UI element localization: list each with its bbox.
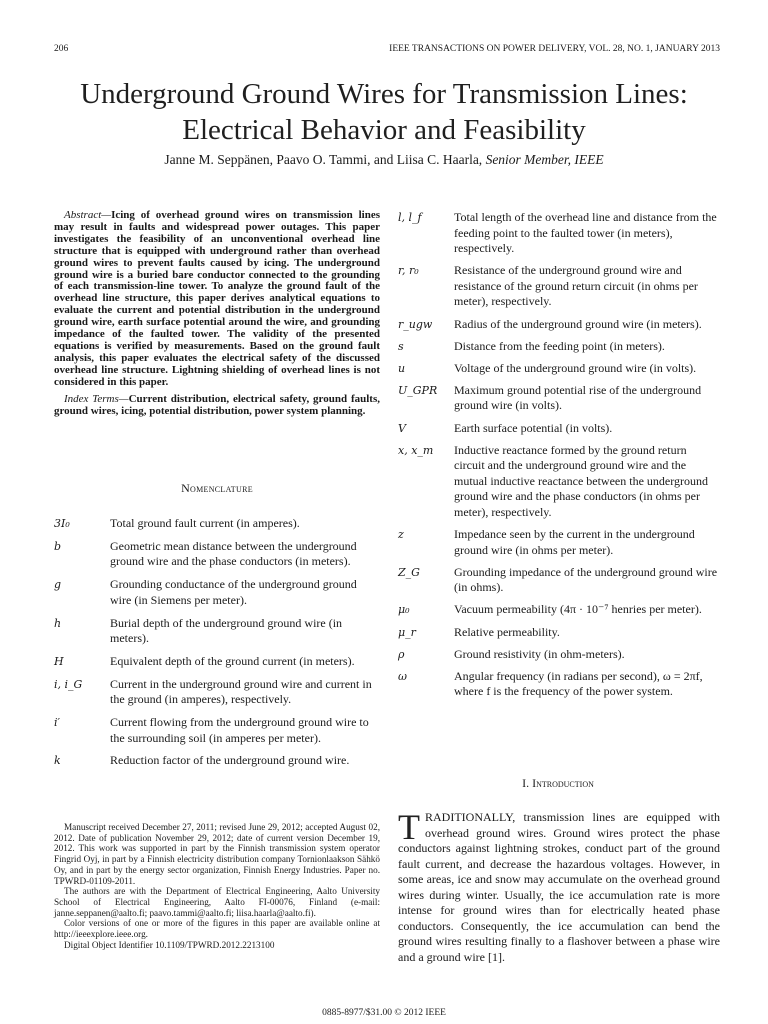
- nomenclature-symbol: V: [398, 421, 406, 435]
- nomenclature-definition: Burial depth of the underground ground wire (in meters).: [110, 615, 343, 646]
- nomenclature-symbol: H: [54, 654, 64, 668]
- nomenclature-entry: [398, 210, 718, 257]
- footnote-doi: Digital Object Identifier 10.1109/TPWRD.2012.2213100: [64, 939, 275, 950]
- nomenclature-definition: Ground resistivity (in ohm-meters).: [454, 646, 625, 661]
- running-header: [54, 44, 720, 58]
- abstract: [54, 210, 380, 389]
- nomenclature-entry: [398, 443, 718, 521]
- nomenclature-definition: Distance from the feeding point (in meters).: [454, 338, 665, 353]
- title-line-2: Electrical Behavior and Feasibility: [182, 114, 586, 146]
- first-page-footnote: [54, 822, 380, 950]
- nomenclature-symbol: ρ: [398, 647, 405, 661]
- paper-title: [30, 76, 738, 148]
- section-heading-introduction: I. Introduction: [522, 776, 594, 790]
- nomenclature-symbol: r_ugw: [398, 317, 433, 331]
- nomenclature-definition: Grounding impedance of the underground ground wire (in ohms).: [454, 564, 718, 595]
- nomenclature-definition: Total length of the overhead line and distance from the feeding point to the faulted tower (in meters), respectively.: [454, 210, 717, 256]
- drop-cap: T: [398, 807, 420, 847]
- nomenclature-definition: Equivalent depth of the ground current (in meters).: [110, 653, 355, 668]
- nomenclature-definition: Grounding conductance of the underground ground wire (in Siemens per meter).: [110, 577, 357, 607]
- nomenclature-definition: Vacuum permeability (4π · 10⁻⁷ henries per meter).: [454, 602, 702, 617]
- author-line: [30, 152, 738, 168]
- nomenclature-symbol: b: [54, 539, 62, 553]
- nomenclature-definition: Angular frequency (in radians per second), ω = 2πf, where f is the frequency of the power system.: [454, 668, 703, 699]
- nomenclature-list-right: [398, 210, 718, 706]
- abstract-lead: Abstract—: [64, 209, 112, 221]
- nomenclature-entry: [398, 339, 718, 355]
- nomenclature-entry: [54, 577, 372, 608]
- nomenclature-entry: [54, 516, 372, 532]
- footnote-affiliations: The authors are with the Department of Electrical Engineering, Aalto University School of Electrical Engineering, Aalto FI-00076, Finland (e-mail: janne.seppanen@aalto.fi; paavo.tammi@aalto.fi; liisa.haarla@aalto.fi).: [54, 886, 380, 918]
- nomenclature-entry: [398, 263, 718, 310]
- nomenclature-entry: [398, 527, 718, 558]
- nomenclature-definition: Geometric mean distance between the underground ground wire and the phase conductors (in meters).: [110, 538, 357, 569]
- nomenclature-definition: Total ground fault current (in amperes).: [110, 516, 300, 530]
- nomenclature-symbol: 3I₀: [54, 517, 70, 530]
- index-terms-lead: Index Terms—: [64, 392, 129, 405]
- nomenclature-symbol: l, l_f: [398, 211, 422, 224]
- nomenclature-definition: Resistance of the underground ground wire and resistance of the ground return circuit (in ohms per meter), respectively.: [454, 263, 698, 309]
- copyright-footer: 0885-8977/$31.00 © 2012 IEEE: [322, 1008, 446, 1018]
- nomenclature-entry: [54, 539, 372, 570]
- nomenclature-entry: [398, 602, 718, 618]
- left-column: [54, 210, 380, 417]
- nomenclature-definition: Maximum ground potential rise of the underground ground wire (in volts).: [454, 382, 702, 413]
- nomenclature-definition: Current flowing from the underground ground wire to the surrounding soil (in amperes per meter).: [110, 715, 369, 745]
- nomenclature-symbol: U_GPR: [398, 383, 438, 397]
- nomenclature-definition: Radius of the underground ground wire (in meters).: [454, 316, 702, 331]
- nomenclature-symbol: Z_G: [398, 565, 420, 579]
- nomenclature-entry: [398, 565, 718, 596]
- footnote-color-versions: Color versions of one or more of the figures in this paper are available online at http://ieeexplore.ieee.org.: [54, 918, 380, 940]
- nomenclature-definition: Reduction factor of the underground ground wire.: [110, 753, 350, 768]
- nomenclature-entry: [398, 625, 718, 641]
- introduction-text: [398, 807, 720, 965]
- nomenclature-entry: [54, 753, 372, 769]
- introduction-body: RADITIONALLY, transmission lines are equipped with overhead ground wires. Ground wires protect the phase conductors against lightning strokes, conduct part of the ground fault current, and decrease the hazardous voltages. However, in some areas, ice and snow may accumulate on the overhead ground wires during winter. Usually, the ice accumulation rate is more intense for ground wires than for electrically heated phase conductors. Consequently, the ice accumulation can bend the ground wires resulting finally to a flashover between a phase wire and a ground wire [1].: [398, 810, 720, 964]
- nomenclature-definition: Inductive reactance formed by the ground return circuit and the underground ground wire and the mutual inductive reactance between the underground ground wire and the phase conductors (in ohms per meter), respectively.: [454, 442, 709, 519]
- nomenclature-symbol: ω: [398, 669, 407, 683]
- nomenclature-symbol: u: [398, 361, 406, 375]
- nomenclature-symbol: z: [398, 528, 404, 542]
- nomenclature-entry: [398, 361, 718, 377]
- author-names: Janne M. Seppänen, Paavo O. Tammi, and Liisa C. Haarla,: [164, 152, 483, 167]
- nomenclature-heading: Nomenclature: [181, 481, 253, 495]
- nomenclature-symbol: h: [54, 616, 62, 630]
- journal-name: IEEE TRANSACTIONS ON POWER DELIVERY, VOL. 28, NO. 1, JANUARY 2013: [389, 44, 720, 54]
- index-terms-body: Current distribution, electrical safety, ground faults, ground wires, icing, potential distribution, power system planning.: [54, 392, 380, 417]
- nomenclature-entry: [398, 669, 718, 700]
- nomenclature-entry: [398, 317, 718, 333]
- nomenclature-entry: [398, 647, 718, 663]
- nomenclature-symbol: s: [398, 339, 404, 353]
- nomenclature-entry: [54, 677, 372, 708]
- footnote-manuscript: Manuscript received December 27, 2011; revised June 29, 2012; accepted August 02, 2012. Date of publication November 29, 2012; date of current version December 19, 2012. This work was supported in part by the Finnish transmission system operator Fingrid Oyj, in part by a Finnish electricity distribution company Tornionlaakson Sähkö Oy, and in part by the energy sector organization, Finnish Energy Industries. Paper no. TPWRD-01109-2011.: [54, 822, 380, 886]
- nomenclature-definition: Impedance seen by the current in the underground ground wire (in ohms per meter).: [454, 527, 695, 557]
- nomenclature-symbol: r, r₀: [398, 264, 419, 278]
- nomenclature-list-left: [54, 516, 372, 776]
- nomenclature-symbol: i, i_G: [54, 677, 83, 691]
- nomenclature-entry: [54, 616, 372, 647]
- nomenclature-definition: Voltage of the underground ground wire (in volts).: [454, 360, 697, 375]
- abstract-body: Icing of overhead ground wires on transmission lines may result in faults and widespread power outages. This paper investigates the feasibility of an unconventional overhead line structure that is equipped with underground rather than overhead ground wires to prevent faults caused by icing. The underground ground wire is a buried bare conductor connected to the grounding of each transmission-line tower. To analyze the ground fault of the overhead line structure, this paper derives analytical equations to evaluate the current and potential distribution in the underground ground wire, earth surface potential around the wire, and grounding impedance of the faulted tower. The validity of the presented equations is verified by measurements. Based on the ground fault analysis, this paper evaluates the electrical safety of the discussed overhead line structure. Lightning shielding of overhead lines is not considered in this paper.: [54, 209, 380, 388]
- nomenclature-symbol: i′: [54, 716, 61, 730]
- index-terms: [54, 393, 380, 418]
- nomenclature-symbol: x, x_m: [398, 443, 434, 457]
- nomenclature-symbol: k: [54, 754, 61, 768]
- author-membership: Senior Member, IEEE: [485, 152, 604, 167]
- nomenclature-definition: Relative permeability.: [454, 624, 560, 639]
- nomenclature-entry: [54, 715, 372, 746]
- nomenclature-definition: Current in the underground ground wire and current in the ground (in amperes), respectively.: [110, 676, 372, 707]
- page-number: 206: [54, 44, 69, 54]
- nomenclature-entry: [398, 421, 718, 437]
- nomenclature-entry: [54, 654, 372, 670]
- nomenclature-symbol: μ₀: [398, 603, 410, 617]
- title-line-1: Underground Ground Wires for Transmission Lines:: [80, 78, 688, 110]
- nomenclature-symbol: g: [54, 578, 62, 592]
- nomenclature-entry: [398, 383, 718, 414]
- nomenclature-symbol: μ_r: [398, 625, 416, 639]
- nomenclature-definition: Earth surface potential (in volts).: [454, 420, 613, 435]
